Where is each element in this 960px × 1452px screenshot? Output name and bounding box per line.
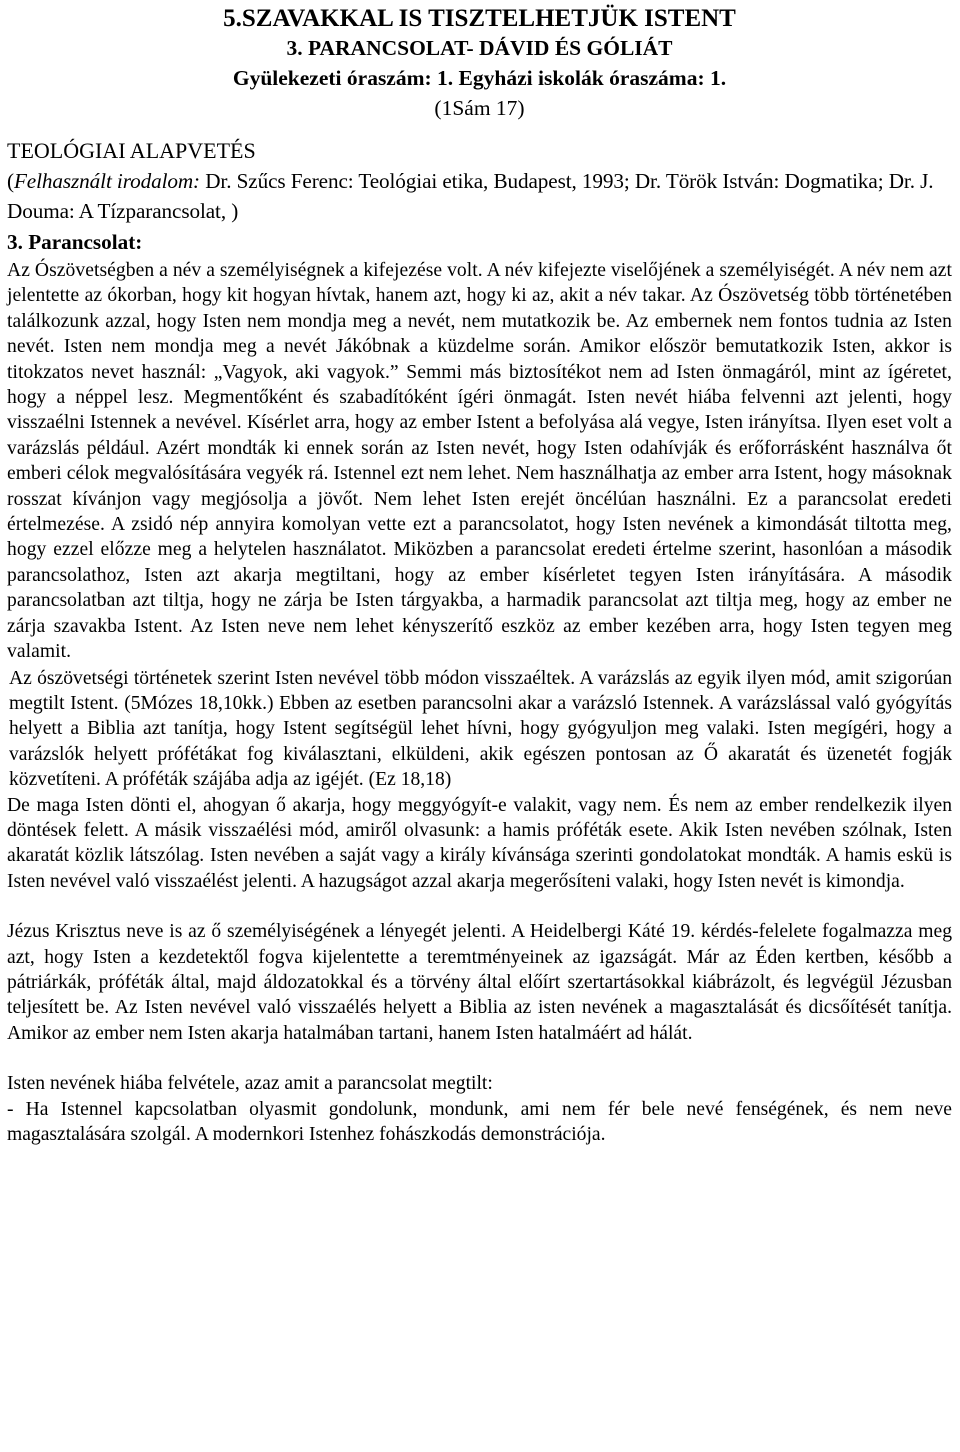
section-title: TEOLÓGIAI ALAPVETÉS <box>7 138 256 163</box>
document-title: 5.SZAVAKKAL IS TISZTELHETJÜK ISTENT <box>223 5 736 32</box>
literature-line: (Felhasznált irodalom: Dr. Szűcs Ferenc: Teológiai etika, Budapest, 1993; Dr. Török István: Dogmatika; Dr. J. Douma: A Tízparancsolat, ) <box>7 169 934 223</box>
paragraph-false-prophets: De maga Isten dönti el, ahogyan ő akarja, hogy meggyógyít-e valakit, vagy nem. És nem az ember rendelkezik ilyen döntések felett. A másik visszaélési mód, amiről olvasunk: a hamis próféták esete. Akik Isten nevében szólnak, Isten akaratát közlik látszólag. Isten nevében a saját vagy a király kívánsága szerinti gondolatokat mondták. A hamis eskü is Isten nevével való visszaélést jelenti. A hazugságot azzal akarja megerősíteni valaki, hogy Isten nevét is kimondja. <box>7 794 952 892</box>
paragraph-gap <box>7 894 952 919</box>
paragraph-name-meaning: Az Ószövetségben a név a személyiségnek a kifejezése volt. A név kifejezte viselőjének a személyiségét. A név nem azt jelentette az ókorban, hogy kit hogyan hívtak, hanem azt, hogy ki az, akit a név takar. Az Ószövetség több történetében találkozunk azzal, hogy Isten nem mondja meg a nevét, nem mutatkozik be. Az embernek nem fontos tudnia az Isten nevét. Isten nem mondja meg a nevét Jákóbnak a küzdelme során. Amikor először bemutatkozik Isten, akkor is titokzatos nevet használ: „Vagyok, aki vagyok.” Semmi más biztosítékot nem ad Isten önmagáról, mint az ígéretet, hogy a néppel lesz. Megmentőként és szabadítóként ígéri önmagát. Isten nevét hiába felvenni azt jelenti, hogy visszaélni Istennek a nevével. Kísérlet arra, hogy az ember Istent a befolyása alá vegye, Isten irányítsa. Ilyen eset volt a varázslás például. Azért mondták ki ennek során az Isten nevét, hogy Isten odahívják és erőforrásként használva őt emberi célok megvalósítására vegyék rá. Istennel ezt nem lehet. Nem használhatja az ember arra Istent, hogy másoknak rosszat kívánjon vagy megjósolja a jövőt. Nem lehet Isten erejét öncélúan használni. Ez a parancsolat eredeti értelmezése. A zsidó nép annyira komolyan vette ezt a parancsolatot, hogy Isten nevének a kimondását tiltotta meg, hogy ezzel előzze meg a helytelen használatot. Miközben a parancsolat eredeti értelme szerint, hasonlóan a második parancsolathoz, Isten azt akarja megtiltani, hogy az ember kísérletet tegyen Isten irányítására. A második parancsolatban azt tiltja, hogy ne zárja be Isten tárgyakba, a harmadik parancsolat azt tiltja meg, hogy az ember ne zárja szavakba Istent. Az Isten neve nem lehet kényszerítő eszköz az ember kezében arra, hogy Isten tegyen meg valamit. <box>7 260 952 663</box>
forbidden-list-item: - Ha Istennel kapcsolatban olyasmit gondolunk, mondunk, ami nem fér bele nevé fenségének, és nem neve magasztalására szolgál. A modernkori Istenhez fohászkodás demonstrációja. <box>7 1098 952 1145</box>
command-label: Parancsolat: <box>28 230 143 254</box>
hours-line: Gyülekezeti óraszám: 1. Egyházi iskolák óraszáma: 1. <box>232 65 727 90</box>
paragraph-misuse-history: Az ószövetségi történetek szerint Isten nevével több módon visszaéltek. A varázslás az egyik ilyen mód, amit szigorúan megtilt Istent. (5Mózes 18,10kk.) Ebben az esetben parancsolni akar a varázsló Istennek. A varázslással való gyógyítás helyett a Biblia azt tanítja, hogy Istent segítségül lehet hívni, hogy gyógyuljon meg valaki. Isten megígéri, hogy a varázslók helyett prófétákat fog kiválasztani, elküldeni, akik egészen pontosan az Ő akaratát és üzenetét fogják közvetíteni. A próféták szájába adja az igéjét. (Ez 18,18) <box>9 667 952 791</box>
command-number: 3. <box>7 230 29 254</box>
bible-reference: (1Sám 17) <box>434 96 525 120</box>
command-heading <box>7 226 952 258</box>
forbidden-list-title: Isten nevének hiába felvétele, azaz amit a parancsolat megtilt: <box>7 1073 493 1095</box>
document-subtitle: 3. PARANCSOLAT- DÁVID ÉS GÓLIÁT <box>286 36 673 60</box>
document-header <box>7 2 952 124</box>
literature-label: Felhasznált irodalom: <box>13 169 201 193</box>
paragraph-gap <box>7 1046 952 1071</box>
literature-text: Dr. Szűcs Ferenc: Teológiai etika, Budapest, 1993; Dr. Török István: Dogmatika; Dr. J. Douma: A Tízparancsolat, ) <box>7 169 934 223</box>
paragraph-jesus-name: Jézus Krisztus neve is az ő személyiségének a lényegét jelenti. A Heidelbergi Káté 19. kérdés-felelete fogalmazza meg azt, hogy Isten a kezdetektől fogva kijelentette a teremtményeinek az igazságát. Már az Éden kertben, később a pátriárkák, próféták által, majd áldozatokkal és a törvény által előírt szertartásokkal kiábrázolt, és legvégül Jézusban teljesített be. Az Isten nevével való visszaélés helyett a Biblia az isten nevének a magasztalását és dicsőítését tanítja. Amikor az ember nem Isten akarja hatalmában tartani, hanem Isten hatalmáért ad hálát. <box>7 921 952 1044</box>
